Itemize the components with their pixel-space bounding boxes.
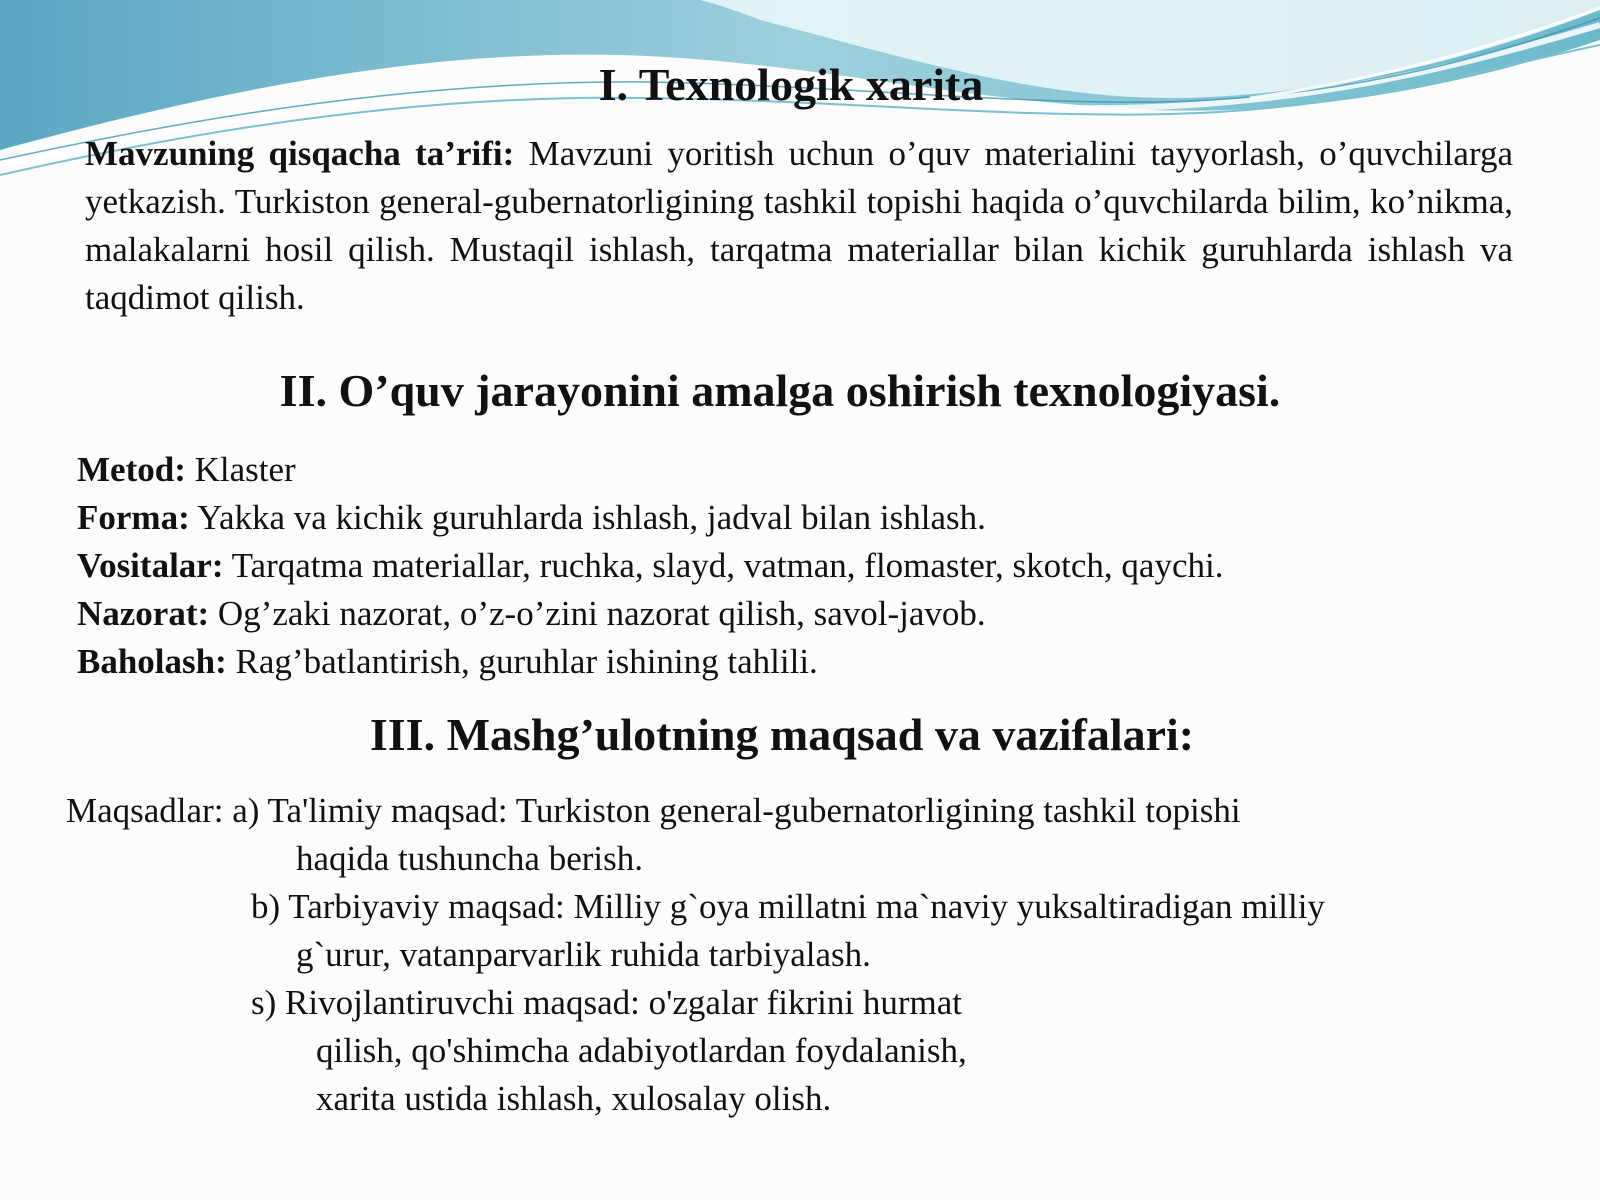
control-value: Og’zaki nazorat, o’z-o’zini nazorat qilish, savol-javob. [209, 594, 986, 633]
section-3-title: III. Mashg’ulotning maqsad va vazifalari: [369, 709, 1195, 760]
goal-c-line-2 [66, 1027, 1546, 1075]
section-2-title: II. O’quv jarayonini amalga oshirish texnologiyasi. [279, 365, 1281, 416]
form-value: Yakka va kichik guruhlarda ishlash, jadval bilan ishlash. [189, 498, 986, 537]
goal-c-line-1 [66, 979, 1546, 1027]
control-label: Nazorat: [77, 594, 210, 633]
goal-c-line-3 [66, 1075, 1546, 1123]
tools-item [77, 542, 1537, 590]
goals-label: Maqsadlar: [66, 791, 224, 830]
goal-c-text-2: qilish, qo'shimcha adabiyotlardan foydalanish, [316, 1031, 967, 1070]
topic-description-text: Mavzuni yoritish uchun o’quv materialini tayyorlash, o’quvchilarga yetkazish. Turkiston general-gubernatorligining tashkil topishi haqida o’quvchilarda bilim, ko’nikma, malakalarni hosil qilish. Mustaqil ishlash, tarqatma materiallar bilan kichik guruhlarda ishlash va taqdimot qilish. [85, 134, 1513, 317]
tools-value: Tarqatma materiallar, ruchka, slayd, vatman, flomaster, skotch, qaychi. [223, 546, 1224, 585]
topic-description [85, 130, 1513, 322]
goal-b-line-1 [66, 883, 1546, 931]
goal-a-line-2 [66, 835, 1546, 883]
goal-a-text-1: a) Ta'limiy maqsad: Turkiston general-gubernatorligining tashkil topishi [223, 791, 1241, 830]
method-item [77, 446, 1537, 494]
assessment-label: Baholash: [77, 642, 227, 681]
tools-label: Vositalar: [77, 546, 224, 585]
control-item [77, 590, 1537, 638]
assessment-item [77, 638, 1537, 686]
section-1-title: I. Texnologik xarita [598, 59, 984, 110]
goal-a-line-1 [66, 787, 1546, 835]
form-label: Forma: [77, 498, 190, 537]
goal-c-text-3: xarita ustida ishlash, xulosalay olish. [316, 1079, 832, 1118]
goals-block [66, 787, 1546, 1123]
goal-b-text-2: g`urur, vatanparvarlik ruhida tarbiyalash. [296, 935, 871, 974]
assessment-value: Rag’batlantirish, guruhlar ishining tahlili. [226, 642, 818, 681]
methods-list [77, 446, 1537, 686]
goal-b-text-1: b) Tarbiyaviy maqsad: Milliy g`oya millatni ma`naviy yuksaltiradigan milliy [251, 887, 1325, 926]
method-value: Klaster [185, 450, 296, 489]
goal-a-text-2: haqida tushuncha berish. [296, 839, 643, 878]
goal-c-text-1: s) Rivojlantiruvchi maqsad: o'zgalar fikrini hurmat [251, 983, 962, 1022]
form-item [77, 494, 1537, 542]
topic-description-label: Mavzuning qisqacha ta’rifi: [85, 134, 515, 173]
goal-b-line-2 [66, 931, 1546, 979]
method-label: Metod: [77, 450, 186, 489]
